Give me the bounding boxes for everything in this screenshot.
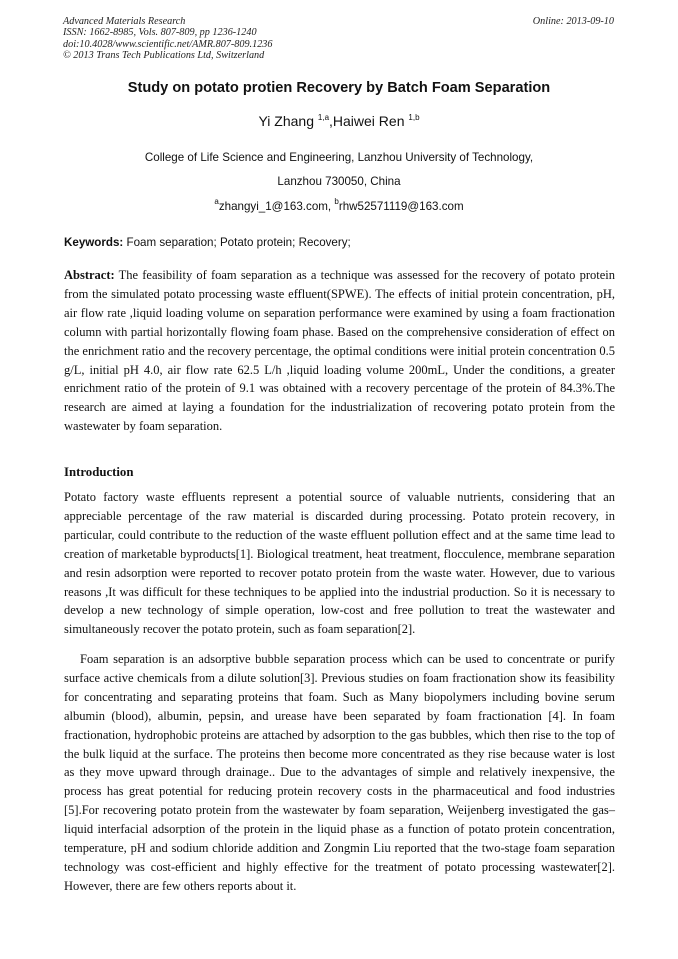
keywords-text: Foam separation; Potato protein; Recovery; xyxy=(123,236,351,249)
body-paragraph: Potato factory waste effluents represent a potential source of valuable nutrients, considering that an appreciable percentage of the raw material is discarded during processing. Potato protein recovery, in particular, could contribute to the reduction of the waste effluent pollution effect and at the same time lead to creation of marketable byproducts[1]. Biological treatment, heat treatment, flocculence, membrane separation and resin adsorption were reported to recover potato protein from the waste water. However, due to various reasons ,It was difficult for these techniques to be applied into the industrial production. So it is necessary to develop a new technology of simple operation, low-cost and free pollution to treat the wastewater and simultaneously recover the potato protein, such as foam separation[2]. xyxy=(64,490,615,637)
author-name: Yi Zhang xyxy=(258,113,314,129)
abstract xyxy=(64,266,615,436)
author-emails xyxy=(0,197,678,213)
author-separator: , xyxy=(329,113,333,129)
issn-line: ISSN: 1662-8985, Vols. 807-809, pp 1236-1240 xyxy=(63,27,257,39)
author-list xyxy=(0,113,678,129)
abstract-text: The feasibility of foam separation as a technique was assessed for the recovery of potato protein from the simulated potato processing waste effluent(SPWE). The effects of initial protein concentration, pH, air flow rate ,liquid loading volume on separation performance were examined by using a foam fractionation column with partial horizontally flowing foam phase. Based on the comprehensive consideration of effect on the enrichment ratio and the recovery percentage, the optimal conditions were initial protein concentration 0.5 g/L, initial pH 4.0, air flow rate 62.5 L/h ,liquid loading volume 200mL, Under the conditions, a greater enrichment ratio of the protein of 9.1 was obtained with a recovery percentage of the protein of 84.3%.The research are aimed at laying a foundation for the industrialization of recovering potato protein from the wastewater by foam separation. xyxy=(64,268,615,434)
keywords-label: Keywords: xyxy=(64,236,124,249)
copyright-line: © 2013 Trans Tech Publications Ltd, Switzerland xyxy=(63,49,265,61)
doi-line[interactable]: doi:10.4028/www.scientific.net/AMR.807-809.1236 xyxy=(63,38,273,50)
online-date: Online: 2013-09-10 xyxy=(532,16,614,27)
author-affiliation-mark: 1,b xyxy=(408,113,420,122)
email-mark: a xyxy=(214,197,219,206)
email-mark: b xyxy=(334,197,339,206)
abstract-label: Abstract: xyxy=(64,268,115,282)
paper-title: Study on potato protien Recovery by Batch Foam Separation xyxy=(127,80,551,96)
journal-name: Advanced Materials Research xyxy=(63,16,186,27)
email-link[interactable]: rhw52571119@163.com xyxy=(338,200,464,213)
email-link[interactable]: zhangyi_1@163.com, xyxy=(218,200,335,213)
section-heading-introduction: Introduction xyxy=(64,465,134,479)
affiliation-line: College of Life Science and Engineering, Lanzhou University of Technology, xyxy=(144,151,534,164)
body-paragraph: Foam separation is an adsorptive bubble separation process which can be used to concentrate or purify surface active chemicals from a dilute solution[3]. Previous studies on foam fractionation show its feasibility for concentrating and separating proteins that foam. Such as Many biopolymers including bovine serum albumin (blood), albumin, pepsin, and urease have been separated by foam fractionation [4]. In foam fractionation, hydrophobic proteins are attached by adsorption to the gas bubbles, which then rise to the top of the bulk liquid at the surface. The proteins then become more concentrated as they rise because water is lost as they move upward through drainage.. Due to the advantages of simple and relatively inexpensive, the process has great potential for reducing protein recovery costs in the pharmaceutical and food industries [5].For recovering potato protein from the wastewater by foam separation, Weijenberg investigated the gas–liquid interfacial adsorption of the protein in the liquid phase as a function of potato protein concentration, temperature, pH and sodium chloride addition and Zongmin Liu reported that the two-stage foam separation technology was cost-efficient and highly effective for the treatment of potato processing wastewater[2]. However, there are few others reports about it. xyxy=(64,652,615,893)
publication-info xyxy=(63,16,272,61)
affiliation-line: Lanzhou 730050, China xyxy=(277,175,401,188)
keywords xyxy=(64,236,351,249)
author-affiliation-mark: 1,a xyxy=(317,113,330,122)
author-name: Haiwei Ren xyxy=(332,113,405,129)
